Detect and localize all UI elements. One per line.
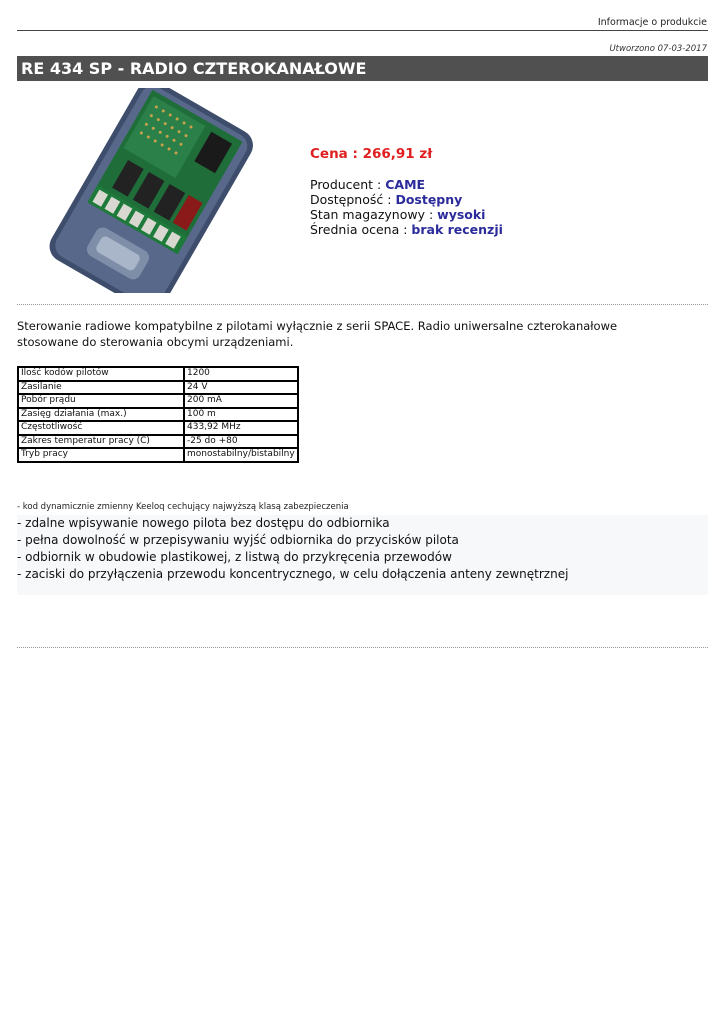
separator-top [17, 304, 708, 305]
security-note: - kod dynamicznie zmienny Keeloq cechujący najwyższą klasą zabezpieczenia [17, 502, 349, 512]
header-rule [17, 30, 708, 31]
price: Cena : 266,91 zł [310, 146, 433, 162]
spec-key: Częstotliwość [18, 421, 184, 435]
rating-row [310, 222, 503, 237]
table-row [18, 367, 298, 381]
producer-value[interactable]: CAME [385, 177, 426, 192]
table-row [18, 448, 298, 462]
table-row [18, 435, 298, 449]
stock-label: Stan magazynowy : [310, 207, 438, 222]
spec-value: 24 V [184, 381, 298, 395]
spec-key: Pobór prądu [18, 394, 184, 408]
stock-row [310, 207, 503, 222]
spec-key: Ilość kodów pilotów [18, 367, 184, 381]
rating-label: Średnia ocena : [310, 222, 412, 237]
section-header: Informacje o produkcie [597, 17, 707, 28]
feature-list [17, 515, 708, 595]
spec-value: 200 mA [184, 394, 298, 408]
availability-label: Dostępność : [310, 192, 396, 207]
separator-bottom [17, 647, 708, 648]
spec-key: Zakres temperatur pracy (C) [18, 435, 184, 449]
availability-row [310, 192, 503, 207]
spec-key: Tryb pracy [18, 448, 184, 462]
list-item: - pełna dowolność w przepisywaniu wyjść odbiornika do przycisków pilota [17, 533, 459, 547]
spec-value: -25 do +80 [184, 435, 298, 449]
rating-value[interactable]: brak recenzji [411, 222, 503, 237]
product-info [310, 147, 503, 237]
table-row [18, 421, 298, 435]
table-row [18, 381, 298, 395]
spec-value: 1200 [184, 367, 298, 381]
spec-key: Zasięg działania (max.) [18, 408, 184, 422]
spec-value: 433,92 MHz [184, 421, 298, 435]
producer-row [310, 177, 503, 192]
spec-key: Zasilanie [18, 381, 184, 395]
spec-value: 100 m [184, 408, 298, 422]
stock-value: wysoki [437, 207, 486, 222]
created-date: Utworzono 07-03-2017 [609, 44, 707, 54]
spec-value: monostabilny/bistabilny [184, 448, 298, 462]
list-item: - odbiornik w obudowie plastikowej, z listwą do przykręcenia przewodów [17, 550, 452, 564]
table-row [18, 394, 298, 408]
spec-table [17, 366, 299, 463]
producer-label: Producent : [310, 177, 386, 192]
list-item: - zaciski do przyłączenia przewodu koncentrycznego, w celu dołączenia anteny zewnętrznej [17, 567, 569, 581]
list-item: - zdalne wpisywanie nowego pilota bez dostępu do odbiornika [17, 516, 390, 530]
availability-value: Dostępny [395, 192, 463, 207]
product-image [20, 88, 270, 293]
product-description: Sterowanie radiowe kompatybilne z pilotami wyłącznie z serii SPACE. Radio uniwersalne czterokanałowe stosowane do sterowania obcymi urządzeniami. [17, 319, 618, 349]
table-row [18, 408, 298, 422]
product-title: RE 434 SP - RADIO CZTEROKANAŁOWE [17, 56, 708, 81]
